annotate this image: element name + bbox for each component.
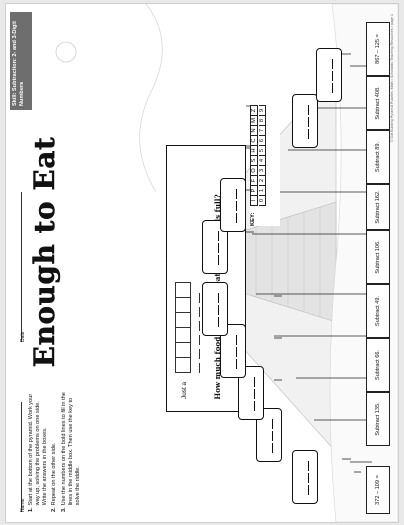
page-title: Enough to Eat [28, 136, 61, 368]
skill-text: Skill: Subtraction: 2- and 3-Digit Numbers [12, 21, 25, 106]
letter-box[interactable] [175, 342, 191, 357]
letter-box[interactable] [175, 357, 191, 373]
answer-box-right-1[interactable] [316, 48, 342, 102]
number-line[interactable] [193, 349, 200, 359]
left-step-1: Subtract 135. [366, 392, 390, 446]
answer-box-right-2[interactable] [292, 94, 318, 148]
name-label: Name [20, 498, 26, 512]
worksheet-content [6, 4, 398, 522]
letter-box[interactable] [175, 297, 191, 312]
number-line[interactable] [193, 293, 200, 303]
answer-box-right-4[interactable] [220, 178, 246, 232]
right-step-2: Subtract 89. [366, 130, 390, 184]
number-line[interactable] [193, 321, 200, 331]
number-line[interactable] [193, 335, 200, 345]
left-step-4: Subtract 106. [366, 230, 390, 284]
footer-copyright: © Dot Building Pyramid Puzzles: Math • Scholastic Teaching Resources • page 1 [390, 14, 394, 143]
riddle-number-lines[interactable] [193, 293, 200, 373]
key-numbers-row: 0 1 2 3 4 5 6 7 8 9 [259, 105, 266, 206]
riddle-letter-boxes[interactable] [175, 282, 191, 373]
number-line[interactable] [193, 363, 200, 373]
key-label: KEY: [250, 212, 256, 226]
right-step-1: Subtract 408. [366, 76, 390, 130]
letter-box[interactable] [175, 312, 191, 327]
riddle-answer-prefix: Just a [181, 381, 188, 399]
decoder-key [250, 76, 280, 226]
left-step-2: Subtract 66. [366, 338, 390, 392]
number-line[interactable] [193, 307, 200, 317]
instruction-1: 1. Start at the bottom of the pyramid. Work your way up, solving the problems on one side. Write the answers in the boxes. [28, 393, 49, 512]
right-step-3: Subtract 162. [366, 184, 390, 230]
letter-box[interactable] [175, 327, 191, 342]
letter-box[interactable] [175, 282, 191, 297]
left-step-3: Subtract 49. [366, 284, 390, 338]
date-label: Date [20, 331, 26, 342]
right-start-problem: 867 – 125 = [366, 22, 390, 76]
instruction-3: 3. Use the numbers on the bold lines to fill in the lines in the middle box. Then use the key to solve the riddle. [60, 392, 81, 512]
key-letters-row: I P F O S H C N M Z [250, 105, 258, 206]
instruction-2: 2. Repeat on the other side. [51, 442, 58, 512]
answer-box-left-1[interactable] [292, 450, 318, 504]
answer-box-left-5[interactable] [202, 282, 228, 336]
left-start-problem: 372 – 109 = [366, 466, 390, 514]
worksheet-page [5, 3, 399, 523]
